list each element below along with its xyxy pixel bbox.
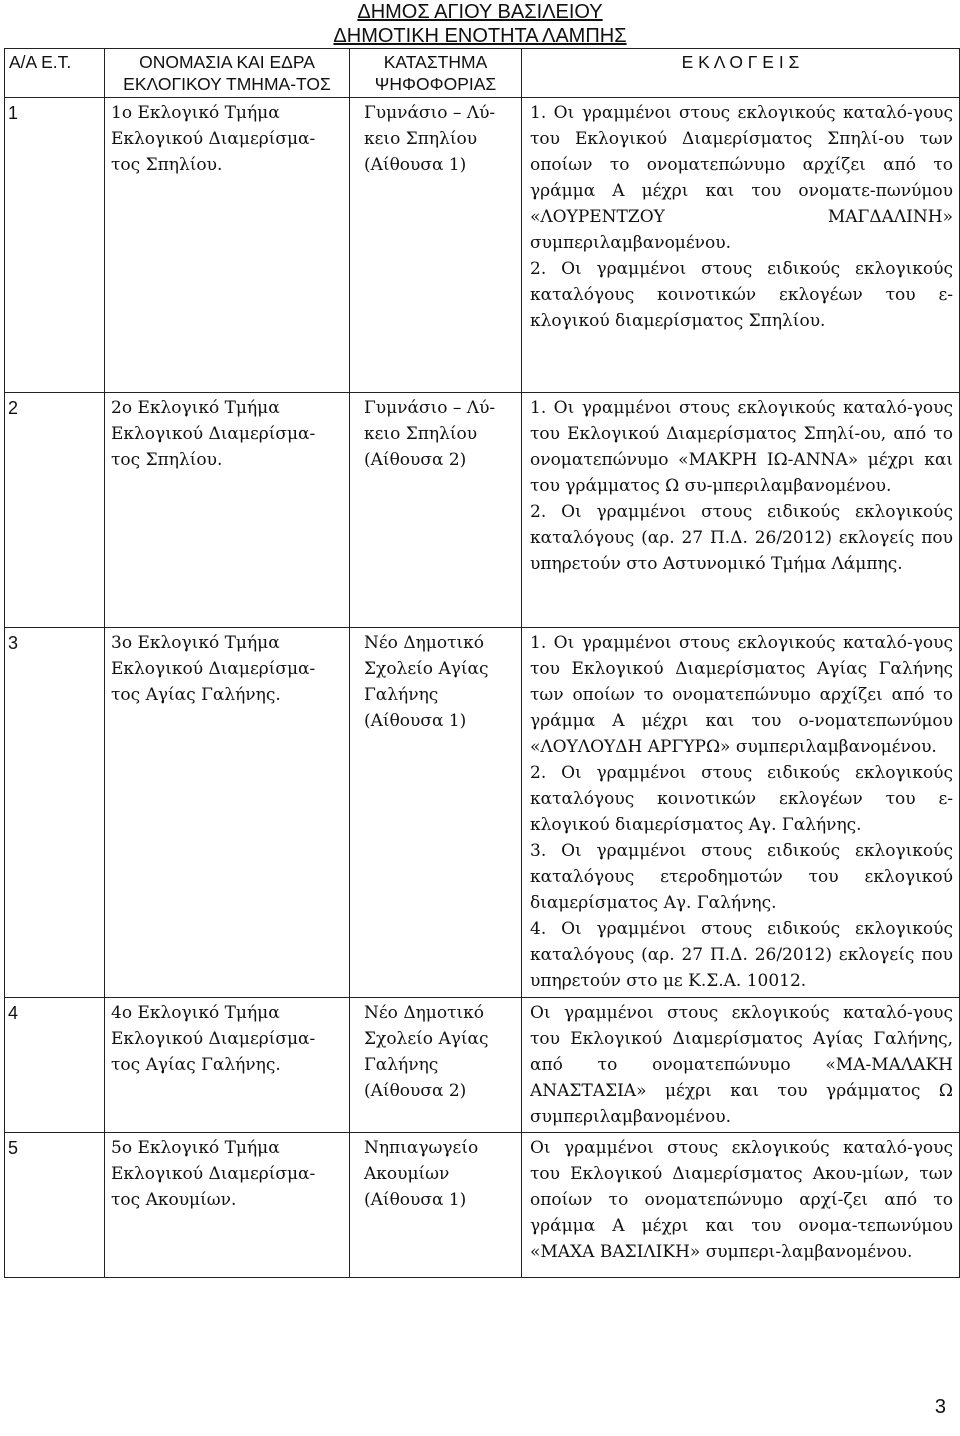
row-number: 5 xyxy=(5,1133,105,1278)
header-municipality: ΔΗΜΟΣ ΑΓΙΟΥ ΒΑΣΙΛΕΙΟΥ xyxy=(357,1,603,23)
voters-paragraph: 1. Οι γραμμένοι στους εκλογικούς καταλό-γους του Εκλογικού Διαμερίσματος Σπηλί-ου των οποίων το ονοματεπώνυμο αρχίζει από το γράμμα Α μέχρι και του ονοματε-πωνύμου «ΛΟΥΡΕΝΤΖΟΥ ΜΑΓΔΑΛΙΝΗ» συμπεριλαμβανομένου. xyxy=(530,103,953,253)
voters-paragraph: 1. Οι γραμμένοι στους εκλογικούς καταλό-γους του Εκλογικού Διαμερίσματος Αγίας Γαλήνης των οποίων το ονοματεπώνυμο αρχίζει από το γράμμα Α μέχρι και του ο-νοματεπωνύμου «ΛΟΥΛΟΥΔΗ ΑΡΓΥΡΩ» συμπεριλαμβανομένου. xyxy=(530,633,953,757)
polling-location: Γυμνάσιο – Λύ-κειο Σπηλίου (Αίθουσα 2) xyxy=(350,393,522,628)
voters-paragraph: Οι γραμμένοι στους εκλογικούς καταλό-γους του Εκλογικού Διαμερίσματος Ακου-μίων, των οποίων το ονοματεπώνυμο αρχί-ζει από το γράμμα Α μέχρι και του ονομα-τεπωνύμου «ΜΑΧΑ ΒΑΣΙΛΙΚΗ» συμπερι-λαμβανομένου. xyxy=(530,1138,953,1262)
voters-paragraph: 2. Οι γραμμένοι στους ειδικούς εκλογικούς καταλόγους (αρ. 27 Π.Δ. 26/2012) εκλογείς που υπηρετούν στο Αστυνομικό Τμήμα Λάμπης. xyxy=(530,502,953,574)
district-name: 2ο Εκλογικό Τμήμα Εκλογικού Διαμερίσμα-τος Σπηλίου. xyxy=(105,393,350,628)
row-number: 1 xyxy=(5,98,105,393)
page-number: 3 xyxy=(934,1396,946,1418)
table-header-row xyxy=(5,49,960,98)
voters-paragraph: Οι γραμμένοι στους εκλογικούς καταλό-γους του Εκλογικού Διαμερίσματος Αγίας Γαλήνης, από το ονοματεπώνυμο «ΜΑ-ΜΑΛΑΚΗ ΑΝΑΣΤΑΣΙΑ» μέχρι και του γράμματος Ω συμπεριλαμβανομένου. xyxy=(530,1003,953,1127)
voters-description xyxy=(522,98,960,393)
voters-description xyxy=(522,1133,960,1278)
row-number: 4 xyxy=(5,998,105,1133)
voters-paragraph: 2. Οι γραμμένοι στους ειδικούς εκλογικούς καταλόγους κοινοτικών εκλογέων του ε-κλογικού διαμερίσματος Αγ. Γαλήνης. xyxy=(530,763,953,835)
voters-description xyxy=(522,628,960,998)
polling-location: Νέο Δημοτικό Σχολείο Αγίας Γαλήνης (Αίθουσα 1) xyxy=(350,628,522,998)
header-unit: ΔΗΜΟΤΙΚΗ ΕΝΟΤΗΤΑ ΛΑΜΠΗΣ xyxy=(333,25,627,47)
table-row xyxy=(5,98,960,393)
table-row xyxy=(5,393,960,628)
table-row xyxy=(5,628,960,998)
voters-description xyxy=(522,393,960,628)
voters-paragraph: 3. Οι γραμμένοι στους ειδικούς εκλογικούς καταλόγους ετεροδημοτών του εκλογικού διαμερίσματος Αγ. Γαλήνης. xyxy=(530,841,953,913)
table-row xyxy=(5,1133,960,1278)
voters-description xyxy=(522,998,960,1133)
voters-paragraph: 4. Οι γραμμένοι στους ειδικούς εκλογικούς καταλόγους (αρ. 27 Π.Δ. 26/2012) εκλογείς που υπηρετούν στο με Κ.Σ.Α. 10012. xyxy=(530,919,953,991)
column-header-number: Α/Α Ε.Τ. xyxy=(5,49,105,98)
district-name: 3ο Εκλογικό Τμήμα Εκλογικού Διαμερίσμα-τος Αγίας Γαλήνης. xyxy=(105,628,350,998)
row-number: 3 xyxy=(5,628,105,998)
column-header-voters: Ε Κ Λ Ο Γ Ε Ι Σ xyxy=(522,49,960,98)
table-row xyxy=(5,998,960,1133)
column-header-location: ΚΑΤΑΣΤΗΜΑ ΨΗΦΟΦΟΡΙΑΣ xyxy=(350,49,522,98)
voters-paragraph: 2. Οι γραμμένοι στους ειδικούς εκλογικούς καταλόγους κοινοτικών εκλογέων του ε-κλογικού διαμερίσματος Σπηλίου. xyxy=(530,259,953,331)
polling-location: Νέο Δημοτικό Σχολείο Αγίας Γαλήνης (Αίθουσα 2) xyxy=(350,998,522,1133)
district-name: 5ο Εκλογικό Τμήμα Εκλογικού Διαμερίσμα-τος Ακουμίων. xyxy=(105,1133,350,1278)
polling-location: Νηπιαγωγείο Ακουμίων (Αίθουσα 1) xyxy=(350,1133,522,1278)
district-name: 1ο Εκλογικό Τμήμα Εκλογικού Διαμερίσμα-τος Σπηλίου. xyxy=(105,98,350,393)
row-number: 2 xyxy=(5,393,105,628)
column-header-name: ΟΝΟΜΑΣΙΑ ΚΑΙ ΕΔΡΑ ΕΚΛΟΓΙΚΟΥ ΤΜΗΜΑ-ΤΟΣ xyxy=(105,49,350,98)
polling-stations-table xyxy=(4,48,960,1278)
polling-location: Γυμνάσιο – Λύ-κειο Σπηλίου (Αίθουσα 1) xyxy=(350,98,522,393)
district-name: 4ο Εκλογικό Τμήμα Εκλογικού Διαμερίσμα-τος Αγίας Γαλήνης. xyxy=(105,998,350,1133)
voters-paragraph: 1. Οι γραμμένοι στους εκλογικούς καταλό-γους του Εκλογικού Διαμερίσματος Σπηλί-ου, από το ονοματεπώνυμο «ΜΑΚΡΗ ΙΩ-ΑΝΝΑ» μέχρι και του γράμματος Ω συ-μπεριλαμβανομένου. xyxy=(530,398,953,496)
